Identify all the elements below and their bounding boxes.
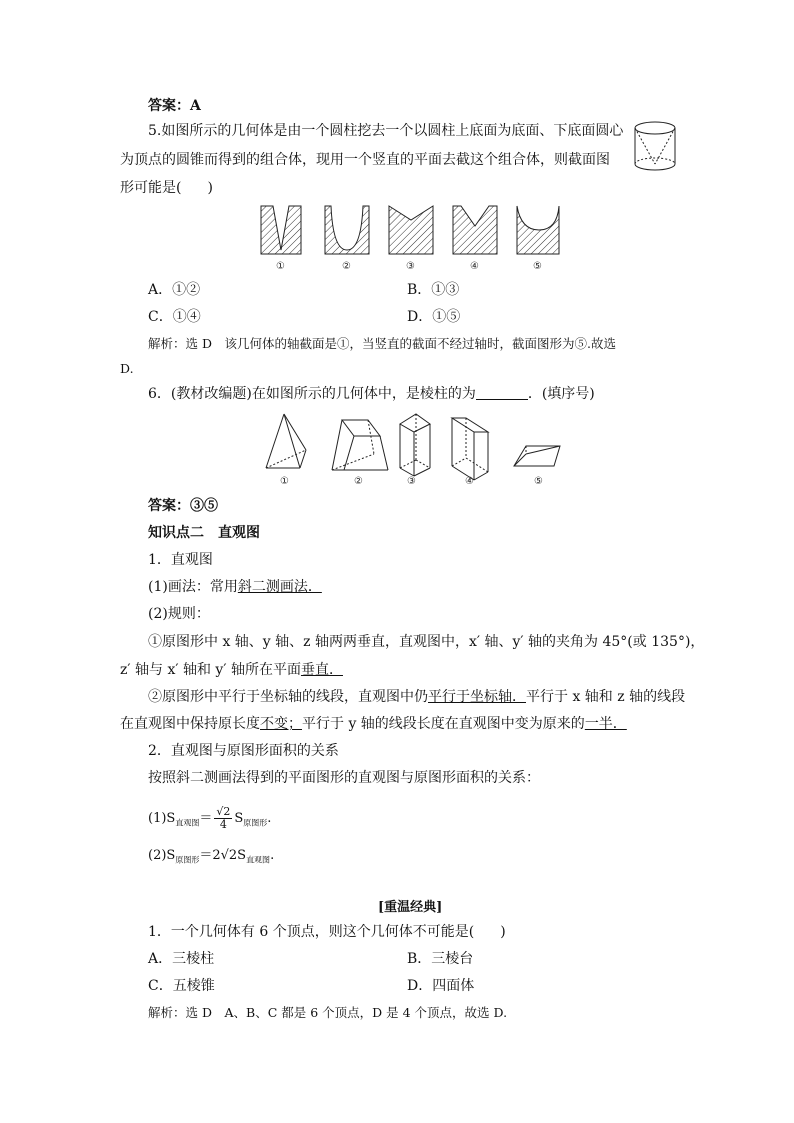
q5-line1: 5.如图所示的几何体是由一个圆柱挖去一个以圆柱上底面为底面、下底面圆心 [148,123,624,139]
rule2-line1: ②原图形中平行于坐标轴的线段，直观图中仍平行于坐标轴．平行于 x 轴和 z 轴的线段 [148,689,686,705]
review-title: [重温经典] [378,900,443,915]
fig5-label-4: ④ [470,261,479,272]
fig5-label-2: ② [342,261,351,272]
rule1-line1: ①原图形中 x 轴、y 轴、z 轴两两垂直，直观图中，x′ 轴、y′ 轴的夹角为 45°(或 135°)， [148,634,705,650]
area-relation-text: 按照斜二测画法得到的平面图形的直观图与原图形面积的关系： [148,770,540,786]
solid-figures [258,410,568,488]
q5-option-a: A．①② [148,282,201,298]
rule2-line2: 在直观图中保持原长度不变；平行于 y 轴的线段长度在直观图中变为原来的一半． [120,716,627,732]
cross-section-figures [255,204,565,274]
section-item-2: 2．直观图与原图形面积的关系 [148,743,339,759]
rule1-line2: z′ 轴与 x′ 轴和 y′ 轴所在平面垂直． [120,662,343,678]
section-title: 知识点二 直观图 [148,525,260,541]
fig6-label-1: ① [280,476,289,487]
fig5-label-1: ① [276,261,285,272]
q6-answer: 答案：③⑤ [148,498,218,514]
answer-line: 答案：A [148,98,201,114]
review-option-a: A．三棱柱 [148,951,215,967]
review-analysis: 解析：选 D A、B、C 都是 6 个顶点，D 是 4 个顶点，故选 D. [148,1005,508,1020]
fig6-label-4: ④ [465,476,474,487]
fig5-label-3: ③ [406,261,415,272]
review-q1: 1．一个几何体有 6 个顶点，则这个几何体不可能是( ) [148,924,506,940]
drawing-method: (1)画法：常用斜二测画法． [148,579,322,595]
q5-analysis-line1: 解析：选 D 该几何体的轴截面是①，当竖直的截面不经过轴时，截面图形为⑤.故选 [148,336,616,351]
q5-option-d: D．①⑤ [407,309,461,325]
review-option-c: C．五棱锥 [148,978,215,994]
formula-1: $(1)S_{直观图}=$ $\frac{√2}{4} S_{原图形}$. [148,805,272,831]
q5-option-c: C．①④ [148,309,201,325]
q5-line2: 为顶点的圆锥而得到的组合体，现用一个竖直的平面去截这个组合体，则截面图 [120,152,610,168]
formula-2: $(2)S_{原图形}=2√2S_{直观图}$. [148,848,275,865]
fig5-label-5: ⑤ [533,261,542,272]
fig6-label-3: ③ [407,476,416,487]
review-option-b: B．三棱台 [407,951,474,967]
fig6-label-2: ② [354,476,363,487]
q5-option-b: B．①③ [407,282,460,298]
fig6-label-5: ⑤ [534,476,543,487]
rules-heading: (2)规则： [148,606,210,622]
q6-answer-blank [476,385,528,400]
review-option-d: D．四面体 [407,978,475,994]
cylinder-cone-figure [631,118,679,174]
q5-analysis-line2: D. [120,361,134,376]
q6-question: 6．(教材改编题)在如图所示的几何体中，是棱柱的为 ．(填序号) [148,386,595,402]
q5-line3: 形可能是( ) [120,180,213,196]
section-item-1: 1．直观图 [148,552,213,568]
